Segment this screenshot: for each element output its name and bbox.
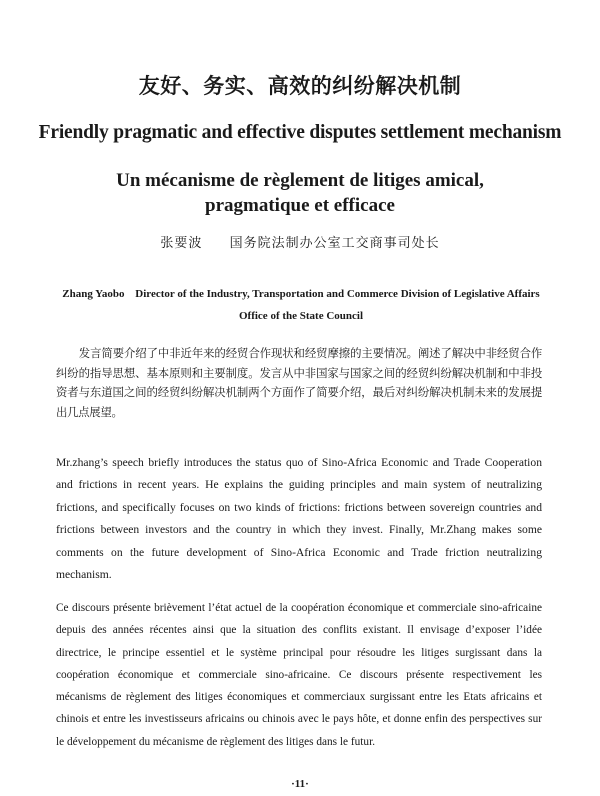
title-chinese: 友好、务实、高效的纠纷解决机制 (138, 74, 462, 98)
author-position-english: Director of the Industry, Transportation and Commerce Division of Legislative Affairs Office of the State Council (135, 288, 540, 322)
author-english (56, 283, 546, 327)
author-name-chinese: 张要波 (160, 236, 203, 251)
page-number: ·11· (291, 778, 309, 790)
title-french-line-2: pragmatique et efficace (205, 195, 395, 216)
author-name-english: Zhang Yaobo (62, 288, 125, 300)
title-french (0, 168, 600, 218)
abstract-chinese: 发言简要介绍了中非近年来的经贸合作现状和经贸摩擦的主要情况。阐述了解决中非经贸合作纠纷的指导思想、基本原则和主要制度。发言从中非国家与国家之间的经贸纠纷解决机制和中非投资者与东道国之间的经贸纠纷解决机制两个方面作了简要介绍，最后对纠纷解决机制未来的发展提出几点展望。 (56, 346, 542, 419)
abstract-french: Ce discours présente brièvement l’état actuel de la coopération économique et commerciale sino-africaine depuis des années récentes ainsi que la situation des conflits existant. Il envisage d’exposer l’idée directrice, le principe essentiel et le système principal pour résoudre les litiges surgissant dans la coopération économique et commerciale sino-africaine. Ce discours présente respectivement les mécanisms de règlement des litiges économiques et commerciaux surgissant entre les Etats africains et chinois et entre les investisseurs africains ou chinois avec le pays hôte, et donne enfin des perspectives sur le développement du mécanisme de règlement des litiges dans le futur. (56, 602, 542, 748)
author-chinese (0, 232, 600, 251)
author-position-chinese: 国务院法制办公室工交商事司处长 (229, 236, 440, 251)
title-english: Friendly pragmatic and effective disputes settlement mechanism (38, 122, 562, 143)
title-french-line-1: Un mécanisme de règlement de litiges amical, (116, 170, 484, 191)
abstract-english: Mr.zhang’s speech briefly introduces the status quo of Sino-Africa Economic and Trade Cooperation and frictions in recent years. He explains the guiding principles and main system of neutralizing frictions, and specifically focuses on two kinds of frictions: frictions between sovereign countries and frictions between investors and the country in which they invest. Finally, Mr.Zhang makes some comments on the future development of Sino-Africa Economic and Trade friction neutralizing mechanism. (56, 456, 542, 582)
